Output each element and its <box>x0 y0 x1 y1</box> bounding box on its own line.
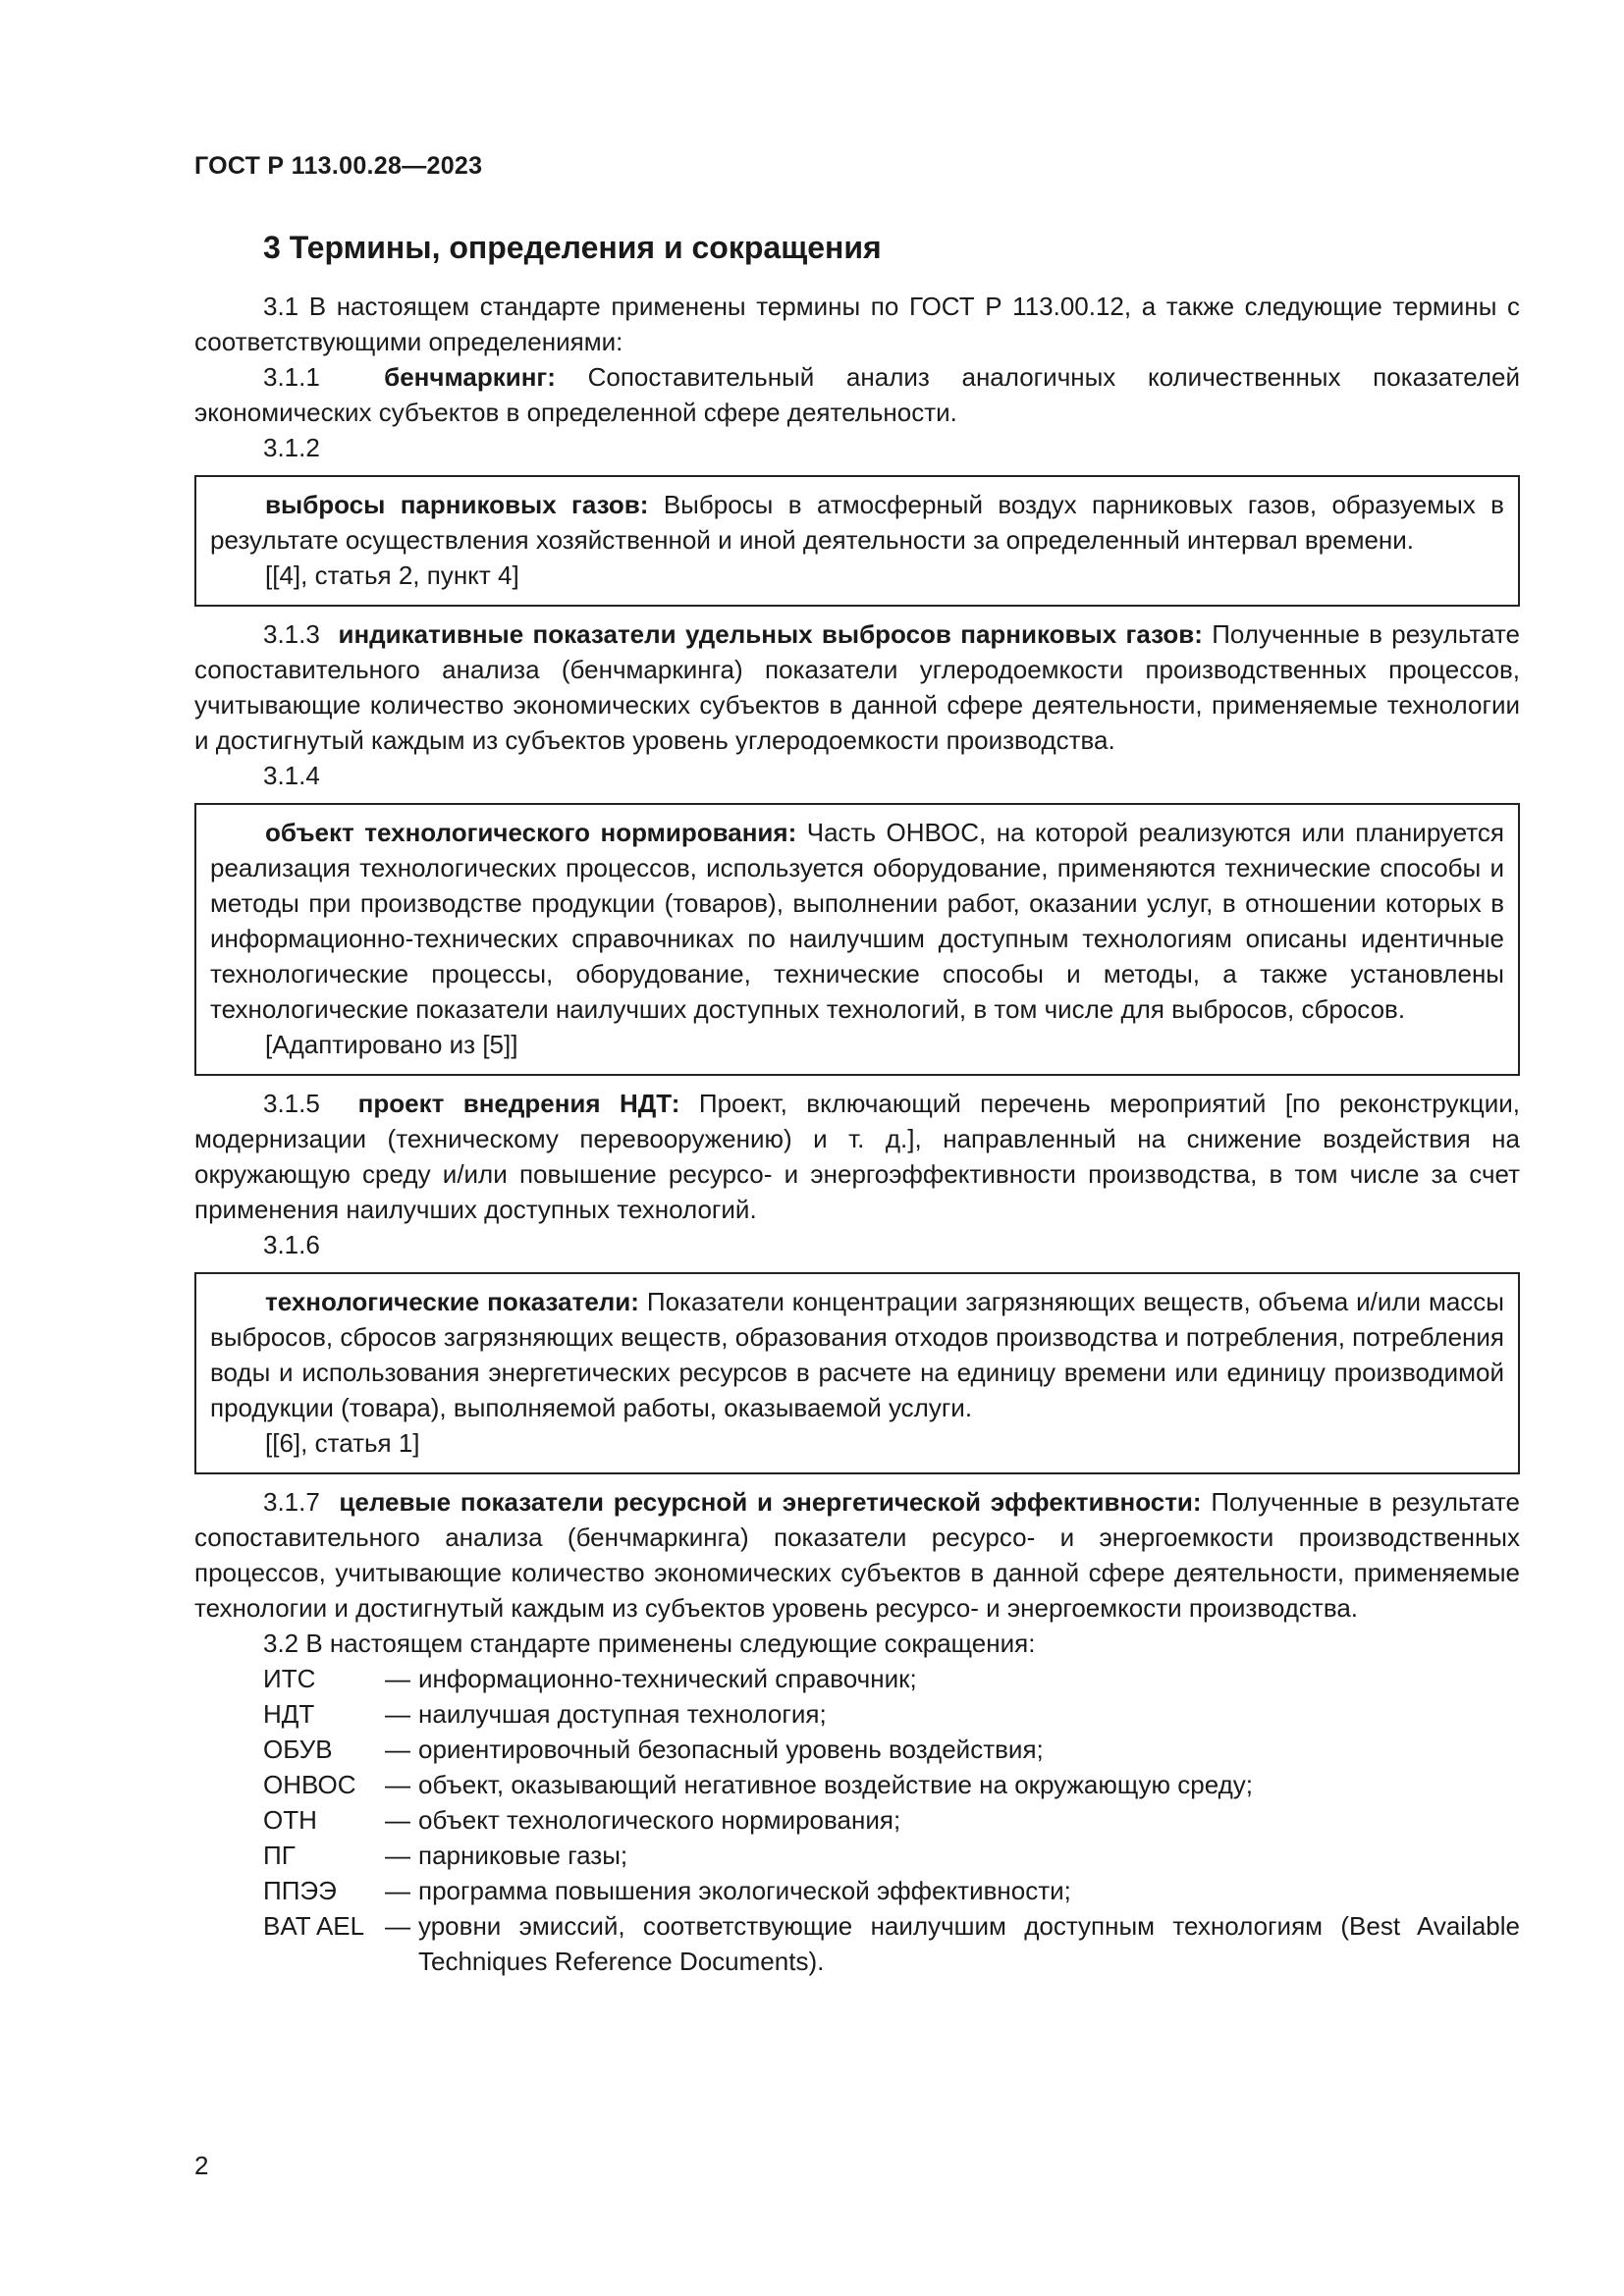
term-source: [[4], статья 2, пункт 4] <box>265 561 519 590</box>
abbreviation-list <box>194 1661 1520 1979</box>
term-number: 3.1.2 <box>263 433 320 462</box>
term-3-1-3 <box>194 616 1520 758</box>
term-name: технологические показатели: <box>265 1287 639 1316</box>
term-3-1-5 <box>194 1086 1520 1227</box>
term-3-1-1 <box>194 359 1520 430</box>
clause-3-1: 3.1 В настоящем стандарте применены термины по ГОСТ Р 113.00.12, а также следующие термины с соответствующими определениями: <box>194 292 1520 356</box>
abbreviation-key: НДТ <box>263 1699 315 1729</box>
term-definition: Часть ОНВОС, на которой реализуются или планируется реализация технологических процессов, используется оборудование, применяются технические способы и методы при производстве продукции (товаров), выполнении работ, оказании услуг, в отношении которых в информационно-технических справочниках по наилучшим доступным технологиям описаны идентичные технологические процессы, оборудование, технические способы и методы, а также установлены технологические показатели наилучших доступных технологий, в том числе для выбросов, сбросов. <box>210 818 1504 1024</box>
term-box-3-1-4 <box>194 803 1520 1076</box>
term-box-3-1-2 <box>194 475 1520 607</box>
abbreviation-dash: — <box>385 1770 410 1799</box>
abbreviation-value: объект, оказывающий негативное воздействие на окружающую среду; <box>418 1770 1253 1799</box>
abbreviation-row <box>194 1661 1520 1696</box>
term-number: 3.1.1 <box>263 362 320 392</box>
term-source: [[6], статья 1] <box>265 1428 420 1458</box>
page-number: 2 <box>194 2151 209 2180</box>
term-definition: Показатели концентрации загрязняющих веществ, объема и/или массы выбросов, сбросов загрязняющих веществ, образования отходов производства и потребления, потребления воды и использования энергетических ресурсов в расчете на единицу времени или единицу производимой продукции (товара), выполняемой работы, оказываемой услуги. <box>210 1287 1505 1422</box>
term-name: проект внедрения НДТ: <box>357 1089 680 1118</box>
abbreviation-dash: — <box>385 1841 410 1870</box>
abbreviation-value: наилучшая доступная технология; <box>418 1699 827 1729</box>
abbreviation-dash: — <box>385 1911 410 1941</box>
term-name: выбросы парниковых газов: <box>265 490 649 519</box>
term-source: [Адаптировано из [5]] <box>265 1030 518 1059</box>
term-box-3-1-6 <box>194 1272 1520 1474</box>
term-number: 3.1.6 <box>263 1230 320 1259</box>
document-header: ГОСТ Р 113.00.28—2023 <box>194 152 483 180</box>
abbreviation-row <box>194 1908 1520 1979</box>
abbreviation-key: ОБУВ <box>263 1735 333 1764</box>
term-3-1-7 <box>194 1484 1520 1626</box>
term-number: 3.1.7 <box>263 1487 320 1517</box>
abbreviation-key: ИТС <box>263 1664 316 1693</box>
abbreviation-dash: — <box>385 1876 410 1905</box>
term-name: объект технологического нормирования: <box>265 818 797 847</box>
abbreviation-key: ПГ <box>263 1841 296 1870</box>
abbreviation-row <box>194 1696 1520 1732</box>
abbreviation-dash: — <box>385 1735 410 1764</box>
term-number: 3.1.3 <box>263 619 320 649</box>
abbreviation-row <box>194 1732 1520 1767</box>
term-definition: Полученные в результате сопоставительного анализа (бенчмаркинга) показатели ресурсо- и энергоемкости производственных процессов, учитывающие количество экономических субъектов в данной сфере деятельности, применяемые технологии и достигнутый каждым из субъектов уровень ресурсо- и энергоемкости производства. <box>194 1487 1520 1623</box>
term-name: бенчмаркинг: <box>384 362 556 392</box>
term-definition: Проект, включающий перечень мероприятий [по реконструкции, модернизации (техническому перевооружению) и т. д.], направленный на снижение воздействия на окружающую среду и/или повышение ресурсо- и энергоэффективности производства, в том числе за счет применения наилучших доступных технологий. <box>194 1089 1521 1224</box>
term-definition: Сопоставительный анализ аналогичных количественных показателей экономических субъектов в определенной сфере деятельности. <box>194 362 1520 427</box>
abbreviation-dash: — <box>385 1664 410 1693</box>
abbreviation-row <box>194 1767 1520 1802</box>
abbreviation-key: ППЭЭ <box>263 1876 337 1905</box>
term-definition: Выбросы в атмосферный воздух парниковых газов, образуемых в результате осуществления хозяйственной и иной деятельности за определенный интервал времени. <box>210 490 1504 555</box>
document-body <box>194 289 1520 1979</box>
abbreviation-row <box>194 1838 1520 1873</box>
abbreviation-value: уровни эмиссий, соответствующие наилучшим доступным технологиям (Best Available Techniques Reference Documents). <box>418 1911 1520 1976</box>
abbreviation-value: парниковые газы; <box>418 1841 628 1870</box>
abbreviation-value: программа повышения экологической эффективности; <box>418 1876 1071 1905</box>
term-name: индикативные показатели удельных выбросов парниковых газов: <box>338 619 1203 649</box>
term-definition: Полученные в результате сопоставительного анализа (бенчмаркинга) показатели углеродоемкости производственных процессов, учитывающие количество экономических субъектов в данной сфере деятельности, применяемые технологии и достигнутый каждым из субъектов уровень углеродоемкости производства. <box>194 619 1520 755</box>
abbreviation-key: ОТН <box>263 1805 317 1835</box>
abbreviation-value: информационно-технический справочник; <box>418 1664 917 1693</box>
term-number: 3.1.4 <box>263 761 320 790</box>
section-title: 3 Термины, определения и сокращения <box>263 230 882 265</box>
term-name: целевые показатели ресурсной и энергетической эффективности: <box>339 1487 1202 1517</box>
abbreviation-dash: — <box>385 1805 410 1835</box>
abbreviation-dash: — <box>385 1699 410 1729</box>
term-number: 3.1.5 <box>263 1089 320 1118</box>
abbreviation-value: ориентировочный безопасный уровень воздействия; <box>418 1735 1044 1764</box>
term-3-1-4 <box>210 815 1504 1027</box>
abbreviation-key: ОНВОС <box>263 1770 356 1799</box>
term-3-1-6 <box>210 1284 1504 1425</box>
abbreviation-row <box>194 1873 1520 1908</box>
abbreviation-key: BAT AEL <box>263 1911 365 1941</box>
term-3-1-2 <box>210 487 1504 558</box>
abbreviation-row <box>194 1802 1520 1838</box>
clause-3-2: 3.2 В настоящем стандарте применены следующие сокращения: <box>263 1629 1036 1658</box>
abbreviation-value: объект технологического нормирования; <box>418 1805 901 1835</box>
